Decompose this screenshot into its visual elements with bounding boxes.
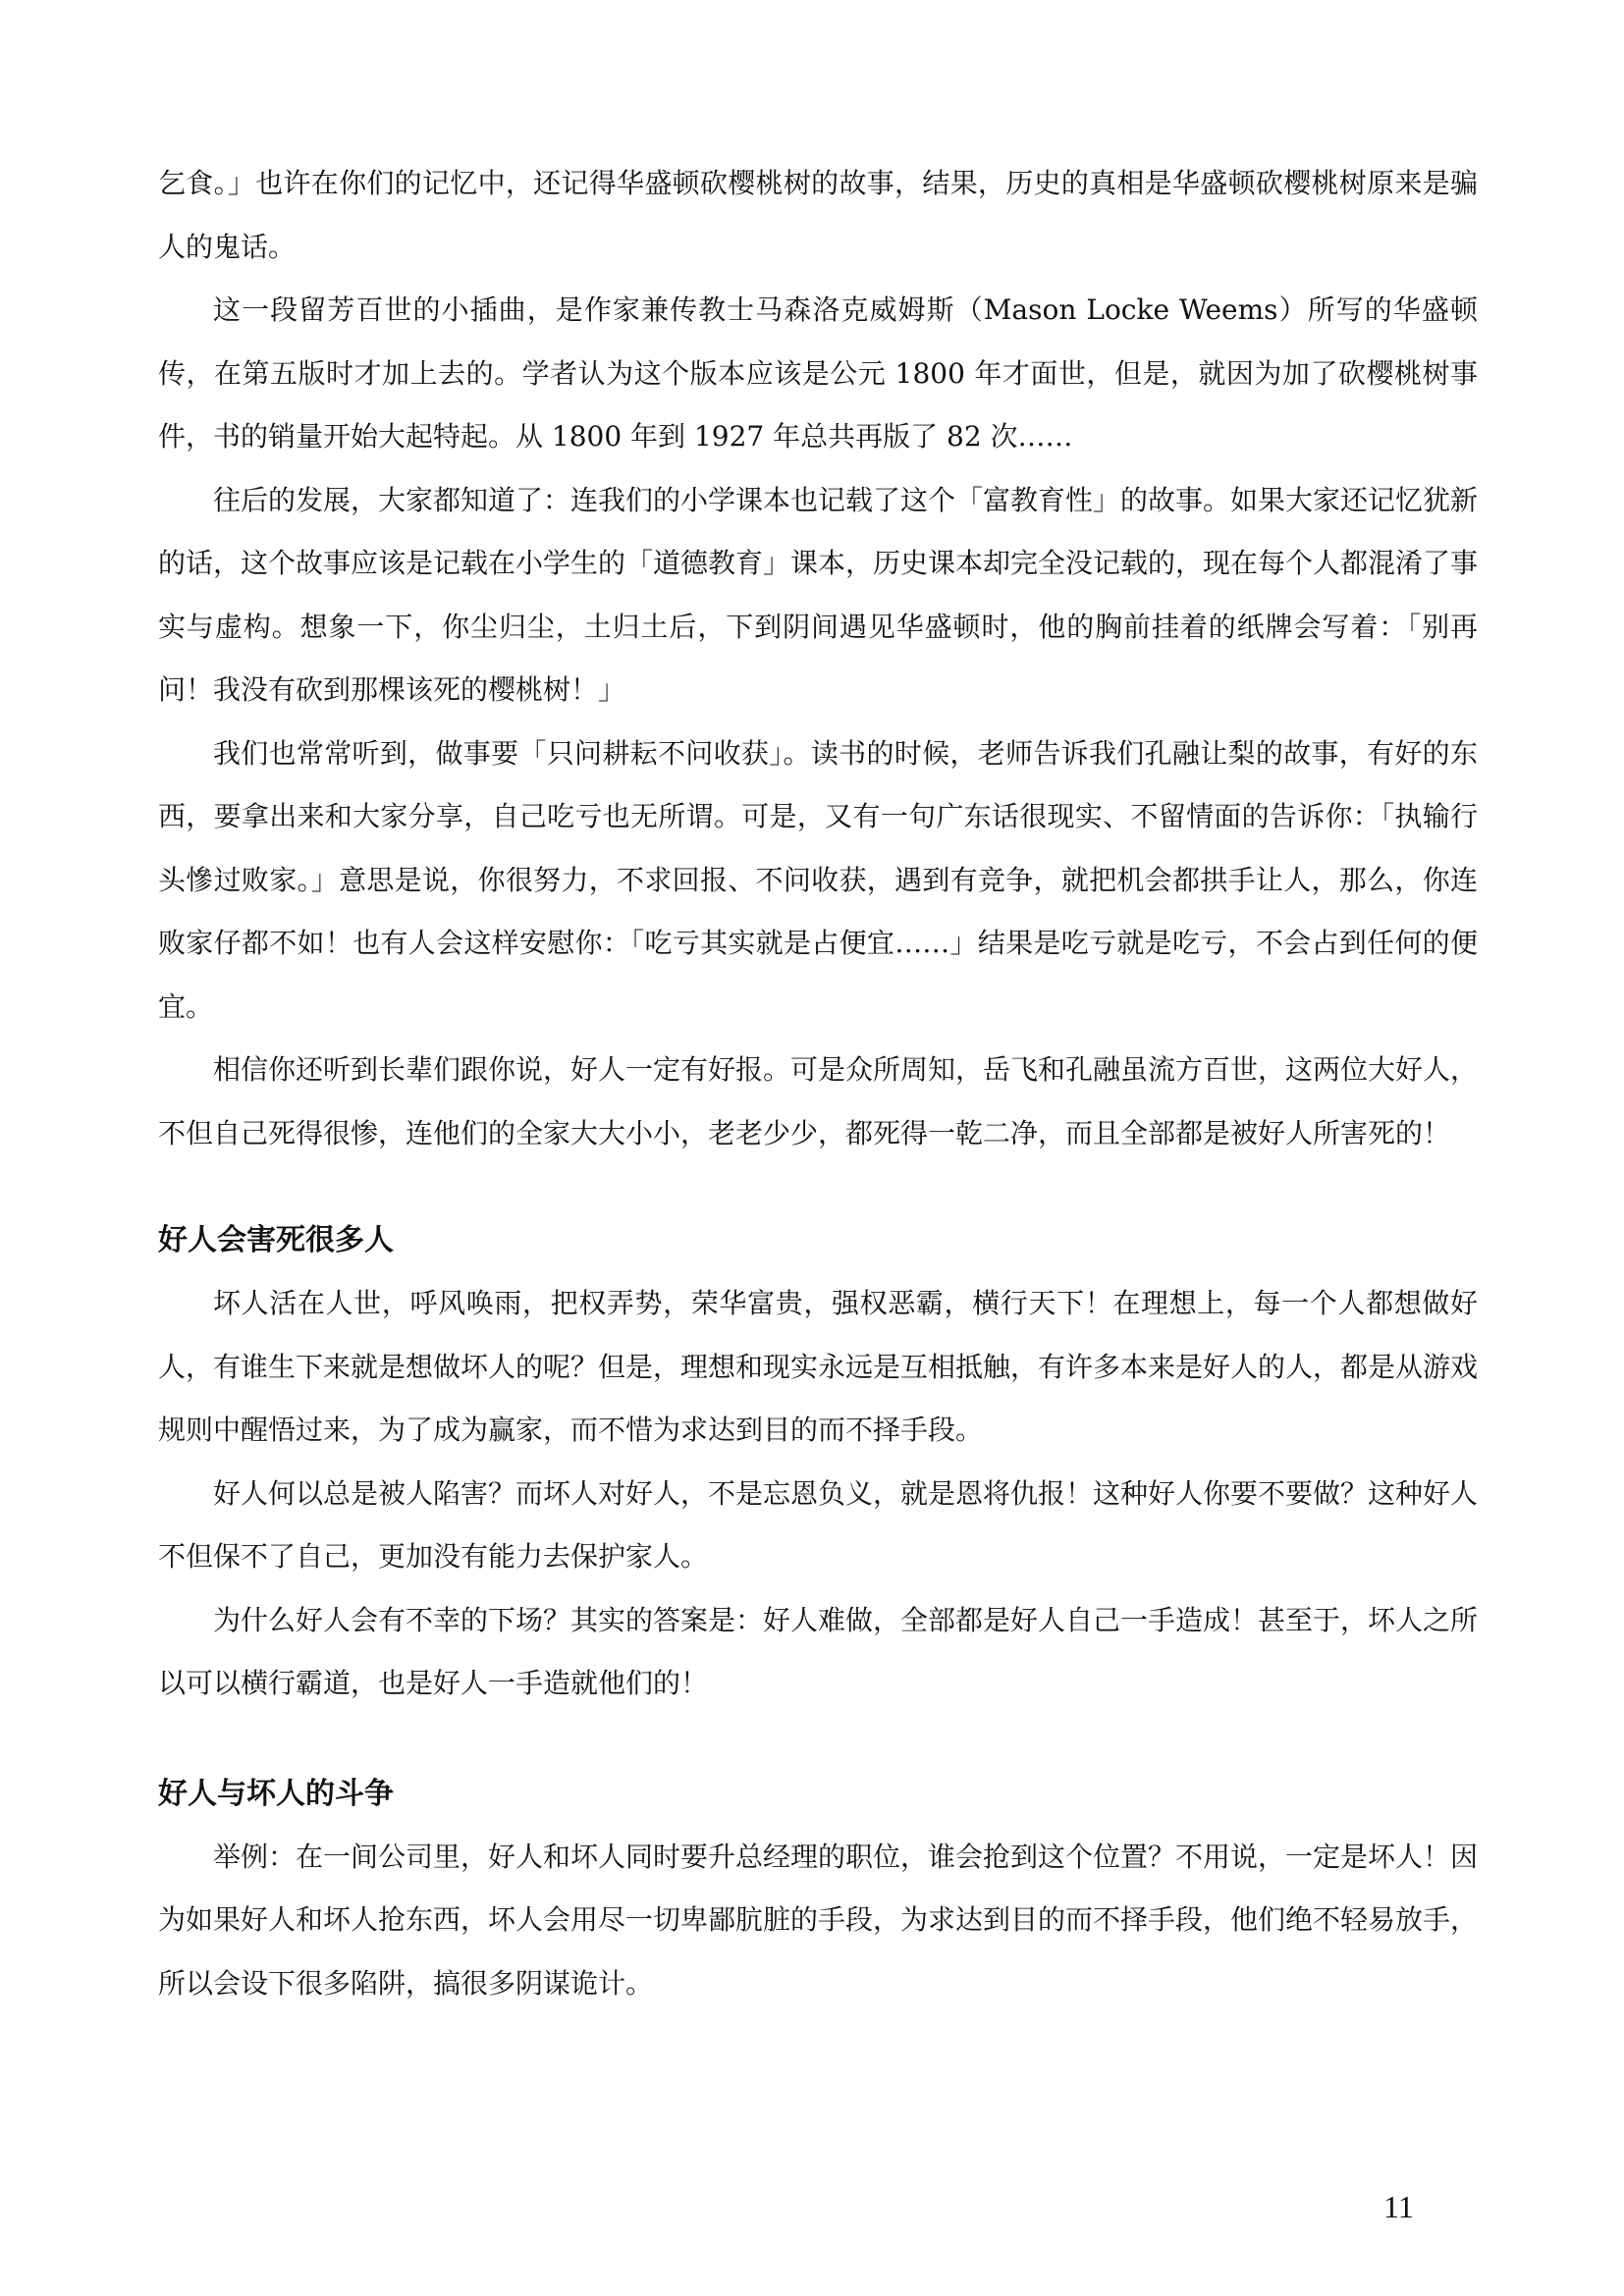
paragraph: 相信你还听到长辈们跟你说，好人一定有好报。可是众所周知，岳飞和孔融虽流方百世，这两位大好人，不但自己死得很惨，连他们的全家大大小小，老老少少，都死得一乾二净，而且全部都是被好人所害死的！ bbox=[158, 1053, 1479, 1149]
paragraph: 举例：在一间公司里，好人和坏人同时要升总经理的职位，谁会抢到这个位置？不用说，一定是坏人！因为如果好人和坏人抢东西，坏人会用尽一切卑鄙肮脏的手段，为求达到目的而不择手段，他们绝不轻易放手，所以会设下很多陷阱，搞很多阴谋诡计。 bbox=[158, 1840, 1479, 2000]
section-heading: 好人与坏人的斗争 bbox=[158, 1776, 394, 1811]
paragraph: 往后的发展，大家都知道了：连我们的小学课本也记载了这个「富教育性」的故事。如果大家还记忆犹新的话，这个故事应该是记载在小学生的「道德教育」课本，历史课本却完全没记载的，现在每个人都混淆了事实与虚构。想象一下，你尘归尘，土归土后，下到阴间遇见华盛顿时，他的胸前挂着的纸牌会写着：「别再问！我没有砍到那棵该死的樱桃树！」 bbox=[158, 483, 1479, 706]
page-number: 11 bbox=[1383, 2189, 1414, 2224]
paragraph: 这一段留芳百世的小插曲，是作家兼传教士马森洛克威姆斯（Mason Locke Weems）所写的华盛顿传，在第五版时才加上去的。学者认为这个版本应该是公元 1800 年才面世，但是，就因为加了砍樱桃树事件，书的销量开始大起特起。从 1800 年到 1927 年总共再版了 82 次…… bbox=[158, 294, 1478, 453]
section-heading: 好人会害死很多人 bbox=[158, 1223, 394, 1257]
paragraph: 乞食。」也许在你们的记忆中，还记得华盛顿砍樱桃树的故事，结果，历史的真相是华盛顿砍樱桃树原来是骗人的鬼话。 bbox=[158, 167, 1478, 263]
document-page bbox=[158, 152, 1478, 2015]
paragraph: 坏人活在人世，呼风唤雨，把权弄势，荣华富贵，强权恶霸，横行天下！在理想上，每一个人都想做好人，有谁生下来就是想做坏人的呢？但是，理想和现实永远是互相抵触，有许多本来是好人的人，都是从游戏规则中醒悟过来，为了成为赢家，而不惜为求达到目的而不择手段。 bbox=[158, 1287, 1479, 1446]
paragraph: 为什么好人会有不幸的下场？其实的答案是：好人难做，全部都是好人自己一手造成！甚至于，坏人之所以可以横行霸道，也是好人一手造就他们的！ bbox=[158, 1603, 1479, 1699]
paragraph: 好人何以总是被人陷害？而坏人对好人，不是忘恩负义，就是恩将仇报！这种好人你要不要做？这种好人不但保不了自己，更加没有能力去保护家人。 bbox=[158, 1476, 1479, 1573]
paragraph: 我们也常常听到，做事要「只问耕耘不问收获」。读书的时候，老师告诉我们孔融让梨的故事，有好的东西，要拿出来和大家分享，自己吃亏也无所谓。可是，又有一句广东话很现实、不留情面的告诉你：「执输行头慘过败家。」意思是说，你很努力，不求回报、不问收获，遇到有竞争，就把机会都拱手让人，那么，你连败家仔都不如！也有人会这样安慰你：「吃亏其实就是占便宜……」结果是吃亏就是吃亏，不会占到任何的便宜。 bbox=[158, 736, 1478, 1023]
